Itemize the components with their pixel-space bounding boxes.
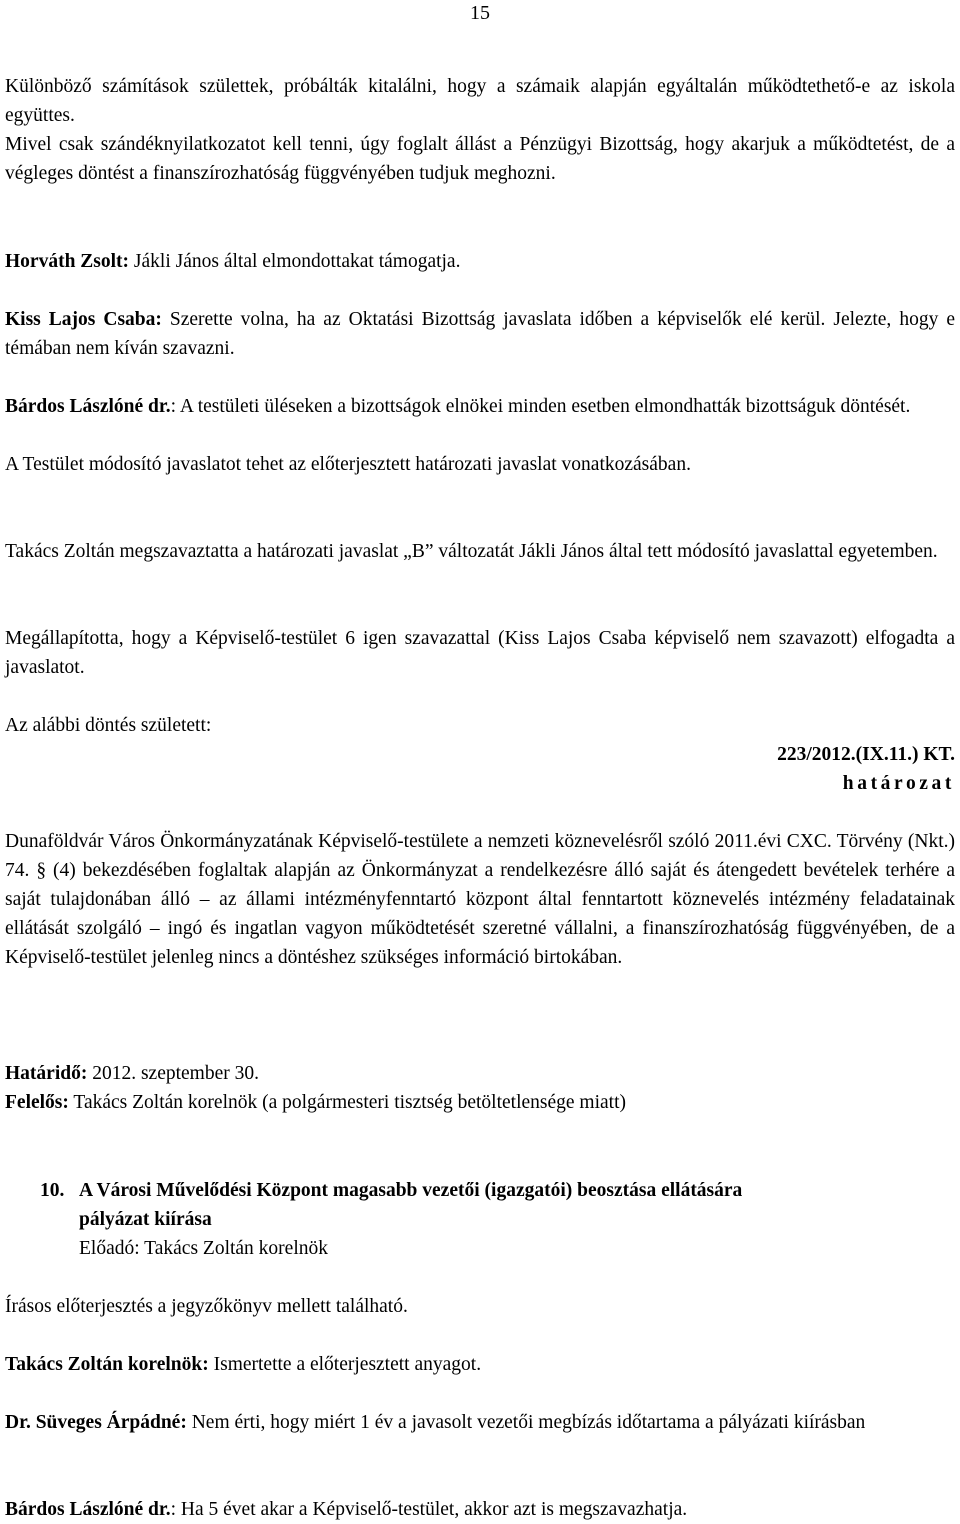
speaker-name: Kiss Lajos Csaba: (5, 309, 162, 330)
statement-takacs (5, 1350, 955, 1379)
paragraph-testulet: A Testület módosító javaslatot tehet az előterjesztett határozati javaslat vonatkozásában. (5, 454, 691, 475)
statement-text: Nem érti, hogy miért 1 év a javasolt vezetői megbízás időtartama a pályázati kiírásban (186, 1412, 866, 1433)
deadline-label: Határidő: (5, 1063, 88, 1084)
statement-text: Szerette volna, ha az Oktatási Bizottság javaslata időben a képviselők elé kerül. Jelezte, hogy e témában nem kíván szavazni. (5, 309, 955, 359)
speaker-name: Bárdos Lászlóné dr. (5, 396, 171, 417)
statement-bardos-2 (5, 1495, 955, 1524)
page-number: 15 (470, 2, 490, 24)
agenda-item-number: 10. (40, 1180, 65, 1201)
paragraph-decision-intro: Az alábbi döntés született: (5, 715, 212, 736)
statement-text: : A testületi üléseken a bizottságok elnökei minden esetben elmondhatták bizottságuk döntését. (170, 396, 911, 417)
paragraph-finance-committee: Mivel csak szándéknyilatkozatot kell tenni, úgy foglalt állást a Pénzügyi Bizottság, hogy akarjuk a működtetést, de a végleges döntést a finanszírozhatóság függvényében tudjuk meghozni. (5, 134, 955, 184)
statement-text: : Ha 5 évet akar a Képviselő-testület, akkor azt is megszavazhatja. (170, 1499, 688, 1520)
statement-horvath (5, 247, 955, 276)
resolution-number: 223/2012.(IX.11.) KT. (777, 744, 955, 765)
agenda-item-10 (40, 1176, 955, 1205)
paragraph-vote: Takács Zoltán megszavaztatta a határozati javaslat „B” változatát Jákli János által tett módosító javaslattal egyetemben. (5, 541, 938, 562)
statement-kiss (5, 305, 955, 363)
statement-text: Jákli János által elmondottakat támogatja. (129, 251, 461, 272)
deadline (5, 1059, 955, 1088)
responsible-label: Felelős: (5, 1092, 69, 1113)
statement-suveges (5, 1408, 955, 1437)
paragraph-written-proposal: Írásos előterjesztés a jegyzőkönyv mellett található. (5, 1296, 408, 1317)
agenda-item-title: A Városi Művelődési Központ magasabb vezetői (igazgatói) beosztása ellátására (79, 1180, 743, 1201)
deadline-value: 2012. szeptember 30. (87, 1063, 259, 1084)
statement-text: Ismertette a előterjesztett anyagot. (208, 1354, 482, 1375)
paragraph-result: Megállapította, hogy a Képviselő-testület 6 igen szavazattal (Kiss Lajos Csaba képviselő nem szavazott) elfogadta a javaslatot. (5, 628, 955, 678)
resolution-heading: határozat (842, 773, 955, 794)
responsible (5, 1088, 955, 1117)
speaker-name: Takács Zoltán korelnök: (5, 1354, 209, 1375)
statement-bardos-1 (5, 392, 955, 421)
speaker-name: Bárdos Lászlóné dr. (5, 1499, 171, 1520)
speaker-name: Horváth Zsolt: (5, 251, 130, 272)
agenda-item-presenter: Előadó: Takács Zoltán korelnök (79, 1238, 328, 1259)
responsible-value: Takács Zoltán korelnök (a polgármesteri tisztség betöltetlensége miatt) (68, 1092, 626, 1113)
speaker-name: Dr. Süveges Árpádné: (5, 1412, 187, 1433)
agenda-item-title-line2: pályázat kiírása (79, 1209, 212, 1230)
paragraph-calculations: Különböző számítások születtek, próbálták kitalálni, hogy a számaik alapján egyáltalán működtethető-e az iskola együttes. (5, 76, 955, 126)
resolution-text: Dunaföldvár Város Önkormányzatának Képviselő-testülete a nemzeti köznevelésről szóló 2011.évi CXC. Törvény (Nkt.) 74. § (4) bekezdésében foglaltak alapján az Önkormányzat a rendelkezésre álló saját és átengedett bevételek terhére a saját tulajdonában álló – az állami intézményfenntartó központ által fenntartott köznevelés intézmény feladatainak ellátását szolgáló – ingó és ingatlan vagyon működtetését szeretné vállalni, a finanszírozhatóság függvényében, de a Képviselő-testület jelenleg nincs a döntéshez szükséges információ birtokában. (5, 831, 955, 968)
